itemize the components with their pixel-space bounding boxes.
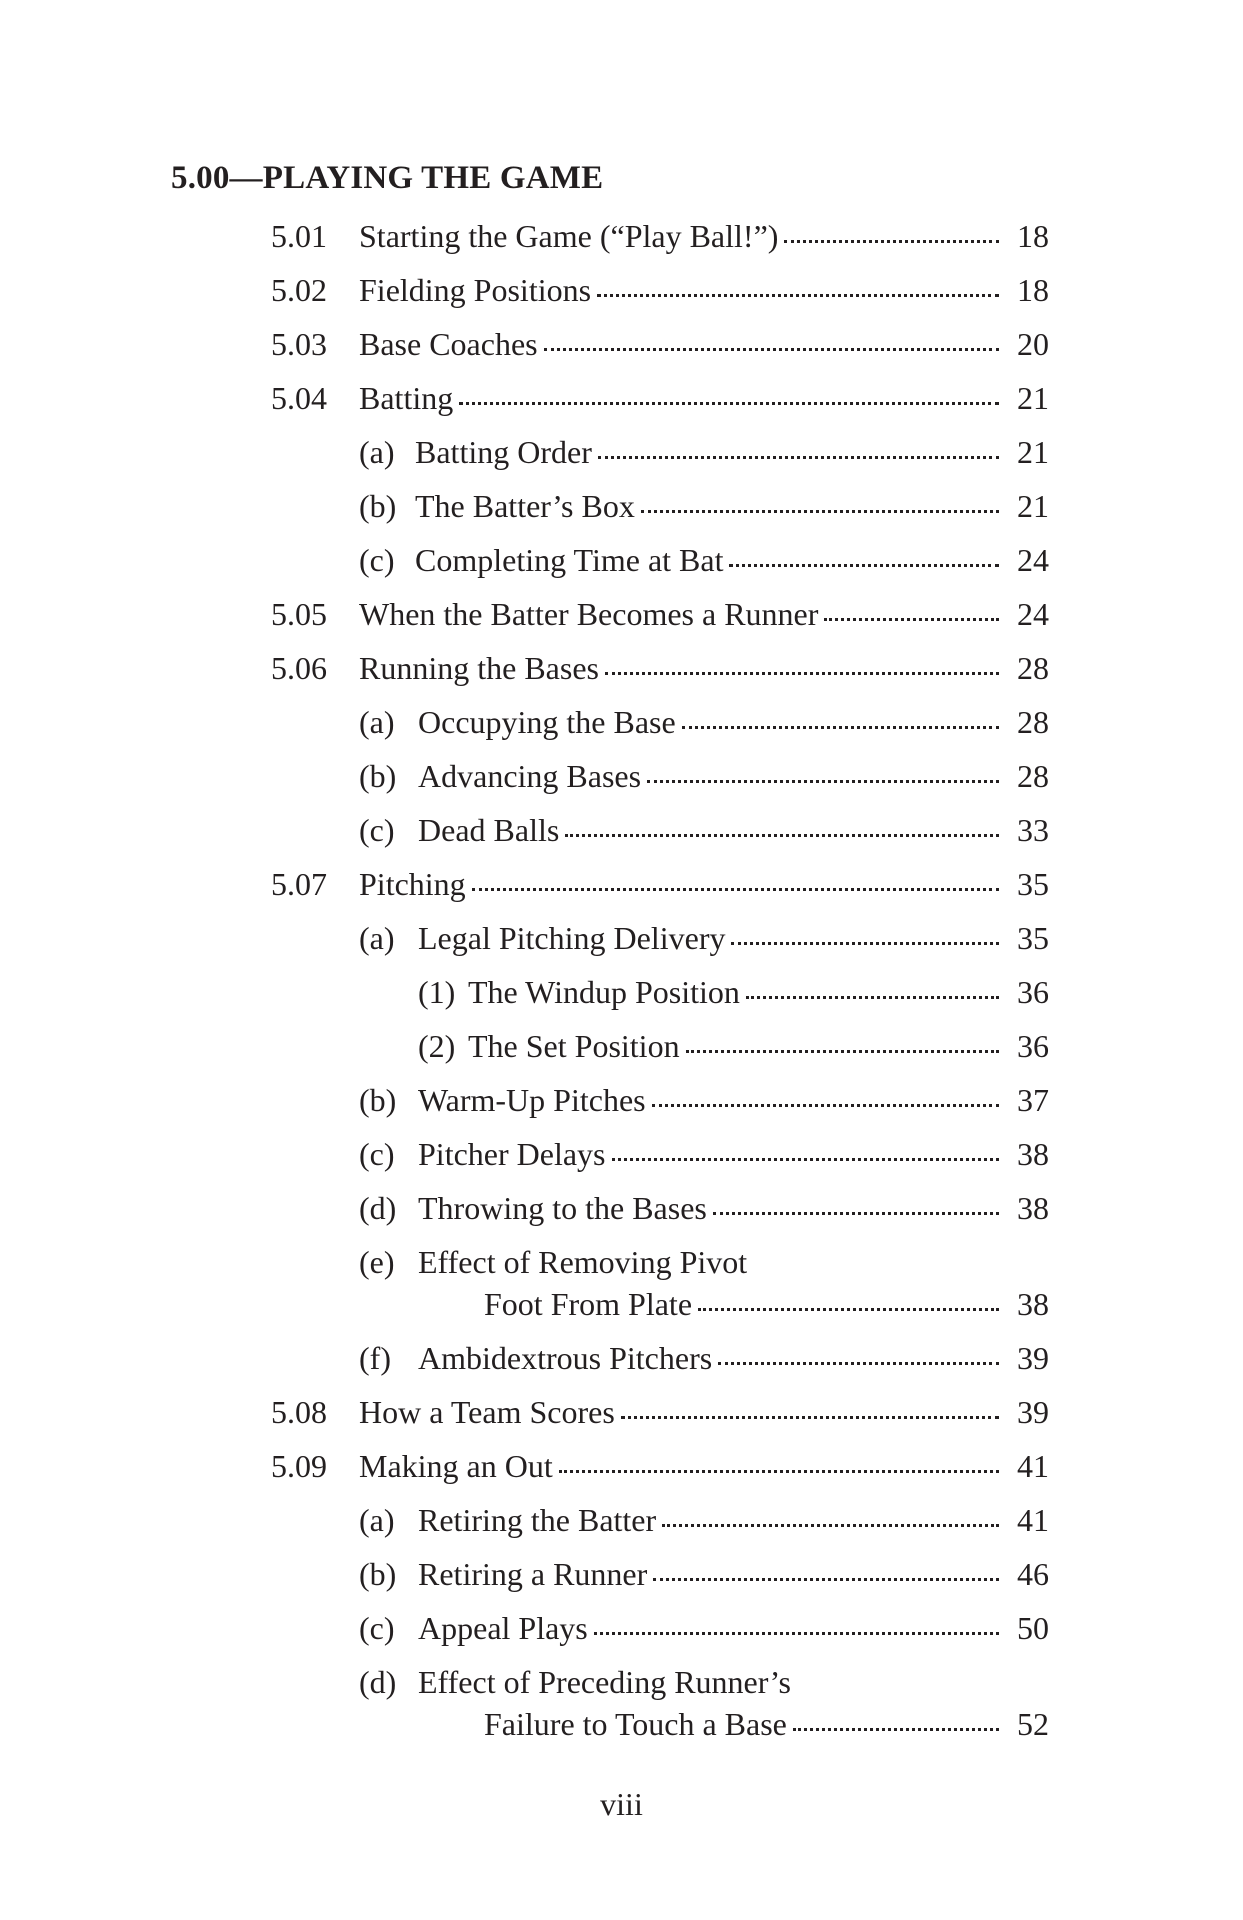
entry-page: 50 [1017,1610,1049,1646]
entry-number: 5.05 [271,596,327,632]
toc-entry[interactable] [271,272,1049,312]
entry-number: (a) [359,920,395,956]
entry-title-line1: Effect of Preceding Runner’s [418,1664,791,1700]
toc-entry[interactable] [271,380,1049,420]
entry-page: 36 [1017,974,1049,1010]
entry-page: 41 [1017,1448,1049,1484]
entry-number: (c) [359,1136,395,1172]
entry-number: (f) [359,1340,391,1376]
toc-entry[interactable] [359,1502,1049,1542]
dot-leader [713,1208,999,1215]
entry-number: 5.09 [271,1448,327,1484]
entry-title: Fielding Positions [359,272,592,308]
section-heading: 5.00—PLAYING THE GAME [171,160,604,196]
toc-entry[interactable] [271,1394,1049,1434]
toc-entry[interactable] [418,974,1049,1014]
dot-leader [686,1046,999,1053]
entry-title: Warm-Up Pitches [418,1082,646,1118]
entry-title: The Batter’s Box [415,488,635,524]
entry-page: 38 [1017,1286,1049,1322]
dot-leader [784,236,999,243]
toc-entry-first-line[interactable] [359,1244,747,1281]
dot-leader [598,452,999,459]
dot-leader [647,776,999,783]
entry-page: 39 [1017,1340,1049,1376]
toc-entry[interactable] [359,1082,1049,1122]
entry-number: (c) [359,812,395,848]
entry-page: 24 [1017,596,1049,632]
entry-title: Completing Time at Bat [415,542,724,578]
entry-page: 38 [1017,1136,1049,1172]
entry-number: 5.02 [271,272,327,308]
entry-title: When the Batter Becomes a Runner [359,596,819,632]
entry-title: Making an Out [359,1448,553,1484]
entry-page: 37 [1017,1082,1049,1118]
page-folio: viii [600,1786,643,1822]
entry-number: (d) [359,1664,397,1700]
entry-title: Retiring the Batter [418,1502,657,1538]
dot-leader [472,884,999,891]
entry-number: (a) [359,434,395,470]
dot-leader [559,1466,999,1473]
dot-leader [793,1724,999,1731]
entry-title: Failure to Touch a Base [484,1706,787,1742]
entry-page: 38 [1017,1190,1049,1226]
entry-title: Legal Pitching Delivery [418,920,726,956]
toc-entry[interactable] [359,434,1049,474]
entry-page: 20 [1017,326,1049,362]
dot-leader [594,1628,999,1635]
dot-leader [641,506,999,513]
entry-title: Retiring a Runner [418,1556,648,1592]
toc-entry-first-line[interactable] [359,1664,791,1701]
toc-entry[interactable] [271,218,1049,258]
entry-page: 52 [1017,1706,1049,1742]
entry-page: 35 [1017,866,1049,902]
entry-title: Throwing to the Bases [418,1190,707,1226]
entry-number: (1) [418,974,456,1010]
entry-number: (d) [359,1190,397,1226]
toc-entry[interactable] [359,1610,1049,1650]
entry-page: 21 [1017,380,1049,416]
entry-page: 35 [1017,920,1049,956]
dot-leader [652,1100,999,1107]
entry-number: 5.03 [271,326,327,362]
entry-title: Running the Bases [359,650,599,686]
toc-entry[interactable] [359,704,1049,744]
dot-leader [698,1304,999,1311]
entry-title: Occupying the Base [418,704,676,740]
entry-number: (b) [359,488,397,524]
entry-page: 18 [1017,272,1049,308]
entry-number: (2) [418,1028,456,1064]
dot-leader [824,614,999,621]
toc-entry[interactable] [359,812,1049,852]
entry-page: 21 [1017,434,1049,470]
dot-leader [621,1412,999,1419]
entry-number: 5.01 [271,218,327,254]
toc-entry[interactable] [359,1340,1049,1380]
entry-number: (c) [359,1610,395,1646]
entry-title: Pitcher Delays [418,1136,606,1172]
entry-page: 28 [1017,758,1049,794]
entry-page: 28 [1017,650,1049,686]
entry-title: The Windup Position [468,974,740,1010]
entry-number: (a) [359,1502,395,1538]
toc-entry[interactable] [271,326,1049,366]
toc-entry[interactable] [271,1448,1049,1488]
entry-number: (b) [359,758,397,794]
dot-leader [718,1358,999,1365]
dot-leader [605,668,999,675]
entry-number: 5.08 [271,1394,327,1430]
entry-number: (c) [359,542,395,578]
toc-entry[interactable] [359,1190,1049,1230]
dot-leader [565,830,999,837]
entry-title: How a Team Scores [359,1394,615,1430]
entry-page: 18 [1017,218,1049,254]
entry-page: 36 [1017,1028,1049,1064]
entry-title: The Set Position [468,1028,680,1064]
entry-page: 21 [1017,488,1049,524]
toc-entry[interactable] [271,596,1049,636]
toc-entry[interactable] [359,542,1049,582]
entry-number: (b) [359,1556,397,1592]
entry-title: Ambidextrous Pitchers [418,1340,713,1376]
dot-leader [612,1154,1000,1161]
entry-title: Dead Balls [418,812,560,848]
dot-leader [746,992,999,999]
dot-leader [544,344,999,351]
toc-entry[interactable] [359,488,1049,528]
entry-page: 28 [1017,704,1049,740]
entry-number: (a) [359,704,395,740]
dot-leader [597,290,999,297]
entry-title: Batting [359,380,454,416]
entry-number: (e) [359,1244,395,1280]
toc-entry[interactable] [484,1706,1049,1746]
toc-entry[interactable] [359,1556,1049,1596]
entry-page: 24 [1017,542,1049,578]
entry-number: (b) [359,1082,397,1118]
dot-leader [459,398,999,405]
entry-page: 46 [1017,1556,1049,1592]
entry-title: Advancing Bases [418,758,642,794]
dot-leader [653,1574,999,1581]
dot-leader [662,1520,999,1527]
toc-entry[interactable] [359,1136,1049,1176]
toc-entry[interactable] [271,866,1049,906]
entry-title-line1: Effect of Removing Pivot [418,1244,748,1280]
toc-entry[interactable] [418,1028,1049,1068]
toc-entry[interactable] [359,920,1049,960]
toc-entry[interactable] [359,758,1049,798]
entry-page: 33 [1017,812,1049,848]
entry-title: Foot From Plate [484,1286,693,1322]
entry-title: Starting the Game (“Play Ball!”) [359,218,779,254]
entry-page: 39 [1017,1394,1049,1430]
entry-number: 5.04 [271,380,327,416]
entry-title: Pitching [359,866,466,902]
toc-entry[interactable] [484,1286,1049,1326]
entry-number: 5.06 [271,650,327,686]
entry-title: Appeal Plays [418,1610,588,1646]
dot-leader [731,938,999,945]
entry-title: Base Coaches [359,326,538,362]
dot-leader [682,722,999,729]
dot-leader [729,560,999,567]
entry-title: Batting Order [415,434,592,470]
toc-entry[interactable] [271,650,1049,690]
entry-page: 41 [1017,1502,1049,1538]
entry-number: 5.07 [271,866,327,902]
